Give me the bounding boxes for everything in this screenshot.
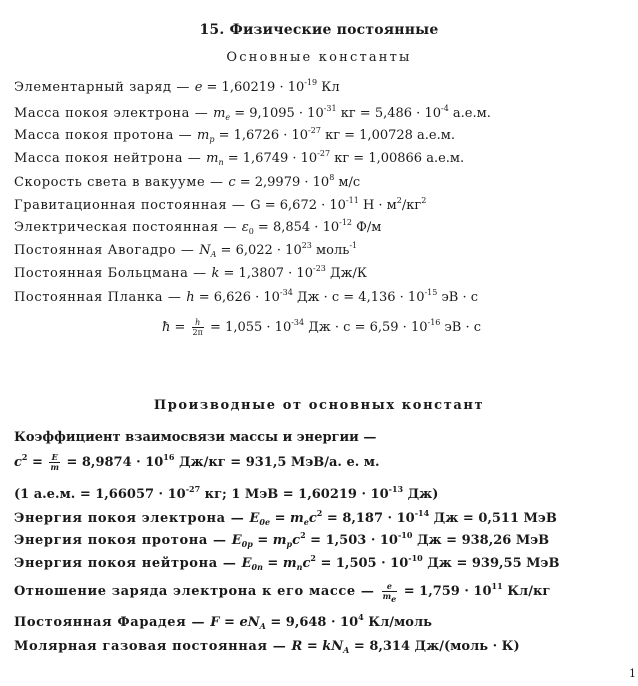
const-planck: Постоянная Планка — $h = 6,626 \cdot 10^{-34}$ Дж · $с = 4,136 \cdot 10^{-15}$ эВ · с [14, 288, 479, 305]
const-elementary-charge: Элементарный заряд — $e = 1,60219 \cdot 10^{-19}$ Кл [14, 78, 340, 95]
const-reduced-planck: ħ = $\frac{h}{2\pi}$ = $1,055 \cdot 10^{-34}$ Дж · $с = 6,59 \cdot 10^{-16}$ эВ · с [162, 318, 482, 337]
fraction-e-over-m: $\frac{E}{m}$ [50, 452, 59, 472]
derived-amu-conversion: (1 а.е.м. = $1,66057 \cdot 10^{-27}$ кг; 1 МэВ = $1,60219 \cdot 10^{-13}$ Дж) [14, 484, 439, 502]
fraction-h-over-2pi: $\frac{h}{2\pi}$ [192, 318, 203, 337]
page-title: 15. Физические постоянные [199, 22, 439, 38]
derived-mass-energy-coef: $c^2$ = $\frac{E}{m}$ = $8,9874 \cdot 10^{16}$ Дж/кг = 931,5 МэВ/а. е. м. [14, 452, 380, 472]
const-boltzmann: Постоянная Больцмана — $k = 1,3807 \cdot 10^{-23}$ Дж/К [14, 264, 367, 281]
section-heading-derived: Производные от основных констант [153, 398, 485, 413]
const-proton-mass: Масса покоя протона — $m_p = 1,6726 \cdot 10^{-27}$ кг = 1,00728 а.е.м. [14, 126, 456, 144]
const-electron-mass: Масса покоя электрона — $m_e = 9,1095 \cdot 10^{-31}$ кг = $5,486 \cdot 10^{-4}$ а.е.м. [14, 104, 491, 122]
derived-proton-rest-energy: Энергия покоя протона — $E_{0p} = m_pc^2 = 1,503 \cdot 10^{-10}$ Дж = 938,26 МэВ [14, 530, 550, 549]
const-avogadro: Постоянная Авогадро — $N_A = 6,022 \cdot 10^{23}$ моль$^{-1}$ [14, 241, 358, 259]
derived-neutron-rest-energy: Энергия покоя нейтрона — $E_{0n} = m_nc^2 = 1,505 \cdot 10^{-10}$ Дж = 939,55 МэВ [14, 553, 560, 572]
derived-faraday: Постоянная Фарадея — $F = eN_A = 9,648 \cdot 10^4$ Кл/моль [14, 612, 432, 631]
derived-gas-constant: Молярная газовая постоянная — $R = kN_A = 8,314$ Дж/(моль · К) [14, 639, 520, 655]
page-number: 1 [629, 667, 636, 680]
const-gravitational: Гравитационная постоянная — $G = 6,672 \cdot 10^{-11}$ $Н \cdot м^2/кг^2$ [14, 196, 427, 213]
const-speed-of-light: Скорость света в вакууме — $c = 2,9979 \cdot 10^8$ м/с [14, 173, 361, 190]
section-heading-basic: Основные константы [226, 50, 412, 65]
const-electric: Электрическая постоянная — $\varepsilon_0 = 8,854 \cdot 10^{-12}$ Ф/м [14, 218, 382, 236]
const-neutron-mass: Масса покоя нейтрона — $m_n = 1,6749 \cdot 10^{-27}$ кг = 1,00866 а.е.м. [14, 149, 465, 167]
derived-charge-to-mass-ratio: Отношение заряда электрона к его массе — $\frac{e}{m_e}$ = $1,759 \cdot 10^{11}$ Кл/кг [14, 581, 551, 604]
derived-mass-energy-label: Коэффициент взаимосвязи массы и энергии — [14, 430, 377, 445]
derived-electron-rest-energy: Энергия покоя электрона — $E_{0e} = m_ec^2 = 8,187 \cdot 10^{-14}$ Дж = 0,511 МэВ [14, 508, 557, 527]
fraction-e-over-me: $\frac{e}{m_e}$ [382, 581, 397, 604]
